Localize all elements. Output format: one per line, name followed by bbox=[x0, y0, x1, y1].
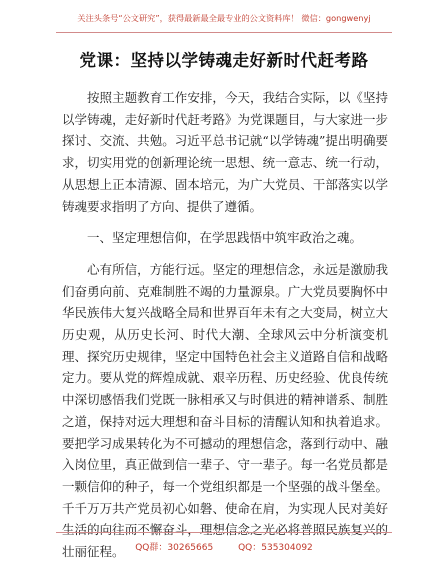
body-paragraph: 心有所信，方能行远。坚定的理想信念，永远是激励我们奋勇向前、克难制胜不竭的力量源泉。广大党员要胸怀中华民族伟大复兴战略全局和世界百年未有之大变局，树立大历史观，从历史长河、时代大潮、全球风云中分析演变机理、探究历史规律，坚定中国特色社会主义道路自信和战略定力。要从党的辉煌成就、艰辛历程、历史经验、优良传统中深切感悟我们党既一脉相承又与时俱进的精神谱系、制胜之道，保持对远大理想和奋斗目标的清醒认知和执着追求。要把学习成果转化为不可撼动的理想信念，落到行动中、融入岗位里，真正做到信一辈子、守一辈子。每一名党员都是一颗信仰的种子，每一个党组织都是一个坚强的战斗堡垒。千千万万共产党员初心如磐、使命在肩，为实现人民对美好生活的向往而不懈奋斗，理想信念之光必将普照民族复兴的壮丽征程。 bbox=[62, 261, 388, 560]
footer-qq: QQ：535304092 bbox=[238, 543, 313, 553]
section-heading: 一、坚定理想信仰，在学思践悟中筑牢政治之魂。 bbox=[87, 230, 363, 246]
header-divider bbox=[56, 32, 392, 33]
intro-paragraph: 按照主题教育工作安排，今天，我结合实际，以《坚持以学铸魂，走好新时代赶考路》为党课题目，与大家进一步探讨、交流、共勉。习近平总书记就“以学铸魂”提出明确要求，切实用党的创新理论统一思想、统一意志、统一行动，从思想上正本清源、固本培元，为广大党员、干部落实以学铸魂要求指明了方向、提供了遵循。 bbox=[62, 90, 388, 214]
document-title: 党课：坚持以学铸魂走好新时代赶考路 bbox=[79, 51, 369, 70]
header-banner: 关注头条号“公文研究”，获得最新最全最专业的公文资料库！ 微信：gongwenyj bbox=[77, 13, 371, 23]
footer-contact bbox=[0, 542, 448, 554]
footer-divider bbox=[56, 532, 392, 533]
footer-qq-group: QQ群：30265665 bbox=[135, 543, 214, 553]
document-body bbox=[62, 87, 388, 563]
